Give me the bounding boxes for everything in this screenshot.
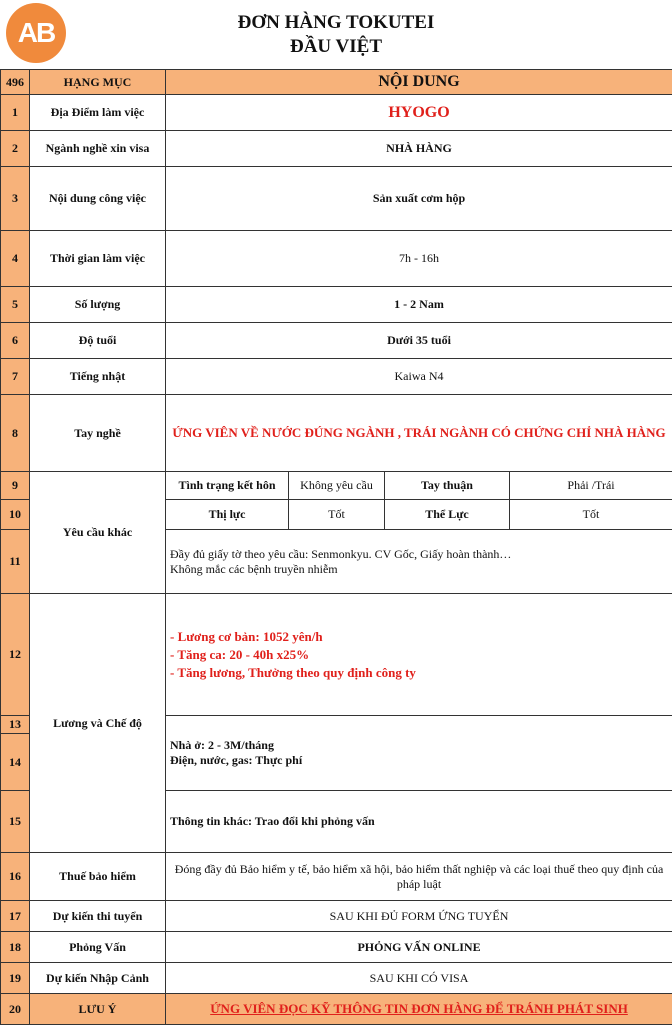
document-subtitle: ĐẦU VIỆT: [0, 36, 672, 58]
row-label: Số lượng: [30, 287, 166, 323]
row-num: 16: [1, 853, 30, 901]
row-value: SAU KHI CÓ VISA: [166, 963, 672, 994]
row-value: Sản xuất cơm hộp: [166, 167, 672, 231]
order-table: [0, 69, 672, 1025]
fitness-value: Tốt: [510, 500, 672, 530]
header-category: HẠNG MỤC: [30, 70, 166, 95]
hand-label: Tay thuận: [385, 472, 510, 500]
row-num: 18: [1, 932, 30, 963]
table-row: [1, 853, 672, 901]
row-num: 11: [1, 530, 30, 594]
table-row: [1, 95, 672, 131]
row-value: Kaiwa N4: [166, 359, 672, 395]
row-num: 12: [1, 594, 30, 716]
row-num: 8: [1, 395, 30, 472]
table-row: [1, 167, 672, 231]
row-label: Lương và Chế độ: [30, 594, 166, 853]
row-label: Tiếng nhật: [30, 359, 166, 395]
table-row: [1, 472, 672, 500]
row-num: 5: [1, 287, 30, 323]
table-row: [1, 932, 672, 963]
table-row: [1, 963, 672, 994]
document-title: ĐƠN HÀNG TOKUTEI: [0, 12, 672, 34]
row-num: 6: [1, 323, 30, 359]
housing: Nhà ở: 2 - 3M/tháng: [170, 738, 668, 753]
health-line: Không mắc các bệnh truyền nhiễm: [170, 562, 668, 577]
row-label: Dự kiến thi tuyển: [30, 901, 166, 932]
row-value: Dưới 35 tuổi: [166, 323, 672, 359]
housing-details: [166, 716, 672, 791]
table-row: [1, 131, 672, 167]
row-label: Thời gian làm việc: [30, 231, 166, 287]
utilities: Điện, nước, gas: Thực phí: [170, 753, 668, 768]
documents-requirement: [166, 530, 672, 594]
row-value: ỨNG VIÊN VỀ NƯỚC ĐÚNG NGÀNH , TRÁI NGÀNH CÓ CHỨNG CHỈ NHÀ HÀNG: [166, 395, 672, 472]
table-row: [1, 395, 672, 472]
note-value: ỨNG VIÊN ĐỌC KỸ THÔNG TIN ĐƠN HÀNG ĐỂ TRÁNH PHÁT SINH: [166, 994, 672, 1025]
overtime: - Tăng ca: 20 - 40h x25%: [170, 646, 668, 664]
row-label: Thuế bảo hiểm: [30, 853, 166, 901]
marital-value: Không yêu cầu: [289, 472, 385, 500]
table-row: [1, 323, 672, 359]
row-num: 4: [1, 231, 30, 287]
row-label: Tay nghề: [30, 395, 166, 472]
docs-line: Đầy đủ giấy tờ theo yêu cầu: Senmonkyu. CV Gốc, Giấy hoàn thành…: [170, 547, 668, 562]
row-value: SAU KHI ĐỦ FORM ỨNG TUYỂN: [166, 901, 672, 932]
other-info: Thông tin khác: Trao đổi khi phỏng vấn: [166, 791, 672, 853]
hand-value: Phải /Trái: [510, 472, 672, 500]
table-header-row: [1, 70, 672, 95]
base-salary: - Lương cơ bản: 1052 yên/h: [170, 628, 668, 646]
fitness-label: Thể Lực: [385, 500, 510, 530]
row-label: Ngành nghề xin visa: [30, 131, 166, 167]
table-row: [1, 901, 672, 932]
row-num: 9: [1, 472, 30, 500]
row-num: 7: [1, 359, 30, 395]
row-num: 3: [1, 167, 30, 231]
row-num: 20: [1, 994, 30, 1025]
row-label: Nội dung công việc: [30, 167, 166, 231]
note-row: [1, 994, 672, 1025]
row-num: 10: [1, 500, 30, 530]
marital-label: Tình trạng kết hôn: [166, 472, 289, 500]
header-content: NỘI DUNG: [166, 70, 672, 95]
document-header: [0, 0, 672, 68]
note-label: LƯU Ý: [30, 994, 166, 1025]
row-value: 1 - 2 Nam: [166, 287, 672, 323]
row-label: Độ tuổi: [30, 323, 166, 359]
row-num: 15: [1, 791, 30, 853]
row-num: 2: [1, 131, 30, 167]
row-label: Phỏng Vấn: [30, 932, 166, 963]
row-value: PHỎNG VẤN ONLINE: [166, 932, 672, 963]
row-label: Dự kiến Nhập Cảnh: [30, 963, 166, 994]
row-num: 14: [1, 734, 30, 791]
row-num: 19: [1, 963, 30, 994]
row-value: 7h - 16h: [166, 231, 672, 287]
table-row: [1, 231, 672, 287]
row-num: 17: [1, 901, 30, 932]
row-num: 1: [1, 95, 30, 131]
eyesight-label: Thị lực: [166, 500, 289, 530]
raise-bonus: - Tăng lương, Thưởng theo quy định công ty: [170, 664, 668, 682]
row-label: Yêu cầu khác: [30, 472, 166, 594]
eyesight-value: Tốt: [289, 500, 385, 530]
row-value: Đóng đầy đủ Bảo hiểm y tế, bảo hiểm xã hội, bảo hiểm thất nghiệp và các loại thuế theo quy định của pháp luật: [166, 853, 672, 901]
row-value: NHÀ HÀNG: [166, 131, 672, 167]
table-row: [1, 594, 672, 716]
table-row: [1, 287, 672, 323]
table-row: [1, 359, 672, 395]
header-num: 496: [1, 70, 30, 95]
salary-details: [166, 594, 672, 716]
row-value: HYOGO: [166, 95, 672, 131]
logo-text: AB: [6, 3, 66, 63]
row-num: 13: [1, 716, 30, 734]
row-label: Địa Điểm làm việc: [30, 95, 166, 131]
